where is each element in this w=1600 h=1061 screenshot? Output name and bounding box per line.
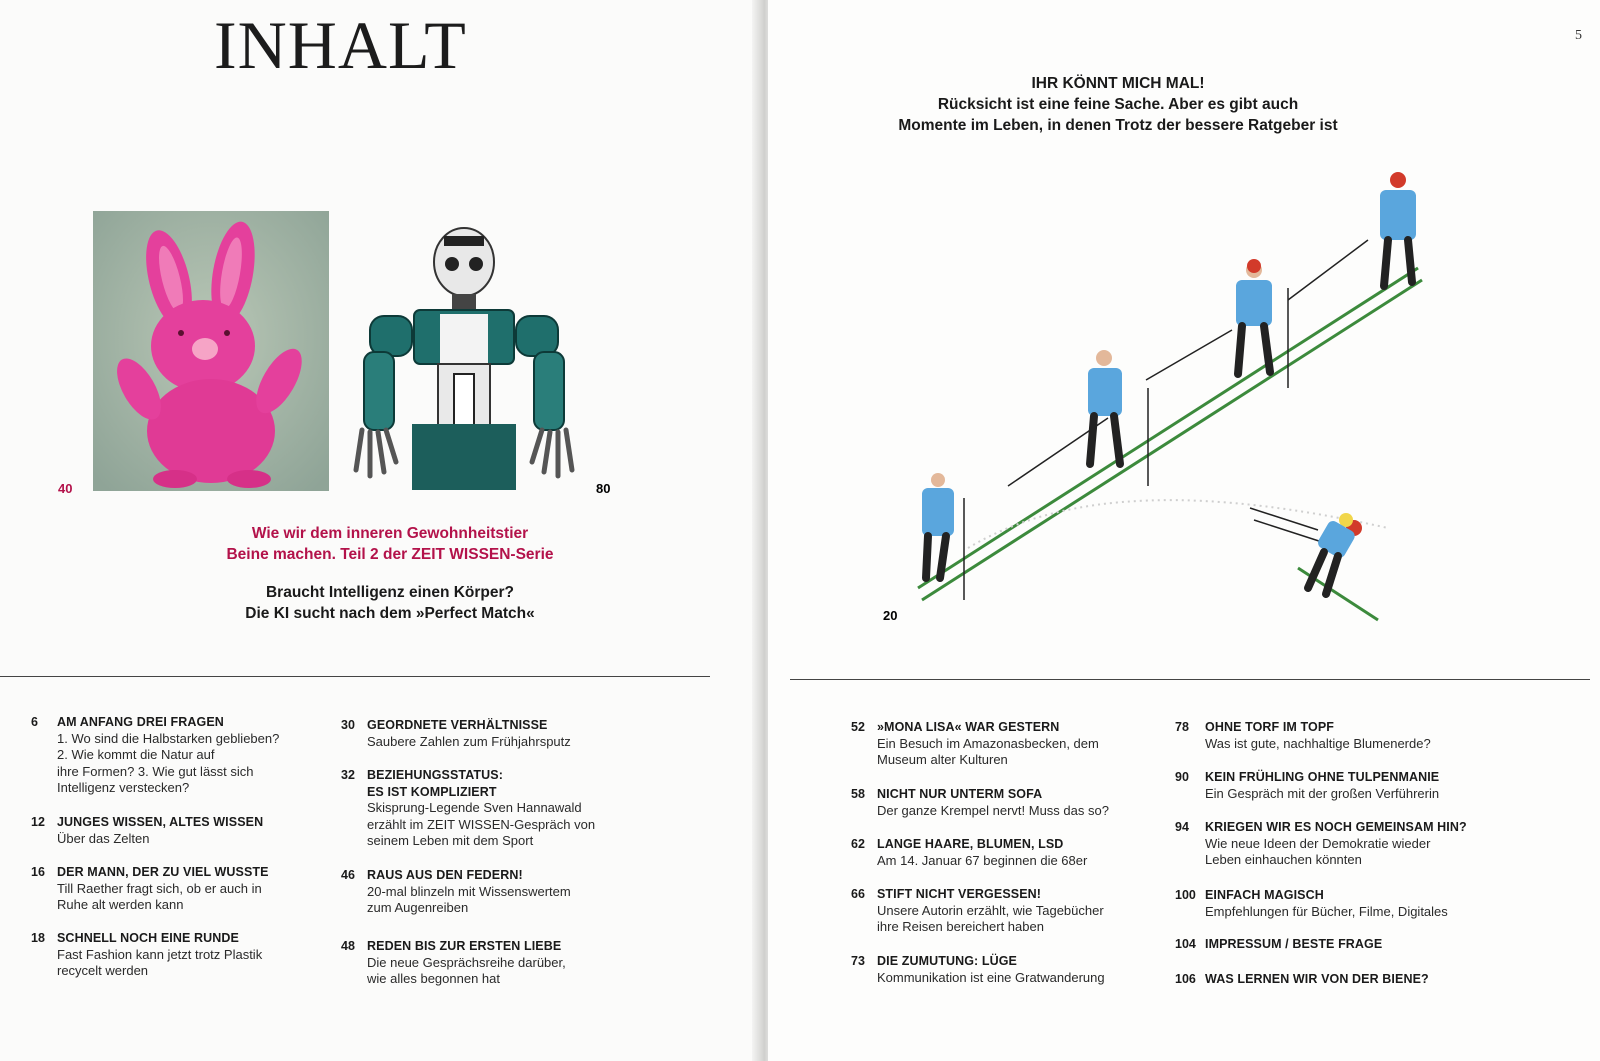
toc-page-number: 46 (341, 868, 355, 882)
toc-title: IMPRESSUM / BESTE FRAGE (1205, 937, 1383, 951)
toc-title: EINFACH MAGISCH (1205, 888, 1324, 902)
toc-description: Die neue Gesprächsreihe darüber, wie alles begonnen hat (367, 954, 566, 986)
divider (790, 679, 1590, 680)
toc-entry[interactable] (1175, 971, 1505, 988)
toc-entry[interactable] (1175, 719, 1505, 752)
toc-title: GEORDNETE VERHÄLTNISSE (367, 718, 548, 732)
toc-entry[interactable] (1175, 936, 1505, 953)
toc-description: Ein Besuch im Amazonasbecken, dem Museum alter Kulturen (877, 735, 1099, 767)
pink-bunny-image (93, 211, 329, 491)
toc-title: WAS LERNEN WIR VON DER BIENE? (1205, 972, 1429, 986)
toc-entry[interactable] (851, 886, 1151, 936)
toc-title: SCHNELL NOCH EINE RUNDE (57, 931, 239, 945)
toc-entry[interactable] (1175, 819, 1505, 869)
toc-title: NICHT NUR UNTERM SOFA (877, 787, 1043, 801)
toc-entry[interactable] (31, 864, 331, 914)
toc-page-number: 62 (851, 837, 865, 851)
toc-entry[interactable] (31, 714, 331, 797)
toc-entry[interactable] (1175, 769, 1505, 802)
image-number-robot: 80 (596, 481, 611, 496)
toc-title: REDEN BIS ZUR ERSTEN LIEBE (367, 939, 562, 953)
toc-title: LANGE HAARE, BLUMEN, LSD (877, 837, 1064, 851)
toc-page-number: 78 (1175, 720, 1189, 734)
toc-title: OHNE TORF IM TOPF (1205, 720, 1335, 734)
toc-description: Der ganze Krempel nervt! Muss das so? (877, 802, 1109, 818)
toc-page-number: 106 (1175, 972, 1196, 986)
toc-title: AM ANFANG DREI FRAGEN (57, 715, 224, 729)
toc-page-number: 6 (31, 715, 38, 729)
toc-entry[interactable] (341, 717, 641, 750)
toc-page-number: 16 (31, 865, 45, 879)
toc-entry[interactable] (851, 836, 1151, 869)
toc-description: Was ist gute, nachhaltige Blumenerde? (1205, 735, 1431, 751)
toc-title: RAUS AUS DEN FEDERN! (367, 868, 523, 882)
toc-entry[interactable] (851, 953, 1151, 986)
robot-image (352, 224, 577, 494)
toc-page-number: 30 (341, 718, 355, 732)
left-page (0, 0, 760, 1061)
toc-page-number: 48 (341, 939, 355, 953)
toc-entry[interactable] (851, 719, 1151, 769)
toc-entry[interactable] (31, 814, 331, 847)
feature-subline: Rücksicht ist eine feine Sache. Aber es gibt auch Momente im Leben, in denen Trotz der bessere Ratgeber ist (898, 96, 1338, 134)
toc-title: JUNGES WISSEN, ALTES WISSEN (57, 815, 264, 829)
toc-entry[interactable] (341, 867, 641, 917)
image-number-skiers: 20 (883, 608, 898, 623)
page-number: 5 (1575, 28, 1582, 43)
toc-title: »MONA LISA« WAR GESTERN (877, 720, 1060, 734)
caption-habit: Wie wir dem inneren Gewohnheitstier Beine machen. Teil 2 der ZEIT WISSEN-Serie (226, 525, 554, 563)
toc-title: DER MANN, DER ZU VIEL WUSSTE (57, 865, 269, 879)
toc-description: 1. Wo sind die Halbstarken geblieben? 2. Wie kommt die Natur auf ihre Formen? 3. Wie gut lässt sich Intelligenz verstecken? (57, 730, 280, 795)
toc-entry[interactable] (31, 930, 331, 980)
toc-entry[interactable] (341, 938, 641, 988)
toc-entry[interactable] (851, 786, 1151, 819)
caption-ai: Braucht Intelligenz einen Körper? Die KI sucht nach dem »Perfect Match« (245, 584, 535, 622)
toc-page-number: 66 (851, 887, 865, 901)
toc-description: Wie neue Ideen der Demokratie wieder Leben einhauchen könnten (1205, 835, 1431, 867)
toc-description: Skisprung-Legende Sven Hannawald erzählt im ZEIT WISSEN-Gespräch von seinem Leben mit dem Sport (367, 800, 596, 848)
toc-title: KEIN FRÜHLING OHNE TULPENMANIE (1205, 770, 1440, 784)
right-page (768, 0, 1600, 1061)
toc-description: Fast Fashion kann jetzt trotz Plastik recycelt werden (57, 946, 263, 978)
toc-description: Über das Zelten (57, 830, 150, 846)
toc-page-number: 12 (31, 815, 45, 829)
toc-title: DIE ZUMUTUNG: LÜGE (877, 954, 1017, 968)
toc-entry[interactable] (1175, 887, 1505, 920)
toc-description: Empfehlungen für Bücher, Filme, Digitales (1205, 903, 1448, 919)
toc-description: Am 14. Januar 67 beginnen die 68er (877, 852, 1088, 868)
toc-page-number: 104 (1175, 937, 1196, 951)
feature-headline: IHR KÖNNT MICH MAL! (1031, 75, 1205, 92)
toc-title: STIFT NICHT VERGESSEN! (877, 887, 1042, 901)
toc-description: 20-mal blinzeln mit Wissenswertem zum Augenreiben (367, 883, 571, 915)
toc-description: Kommunikation ist eine Gratwanderung (877, 969, 1105, 985)
toc-page-number: 58 (851, 787, 865, 801)
toc-title: KRIEGEN WIR ES NOCH GEMEINSAM HIN? (1205, 820, 1467, 834)
toc-page-number: 90 (1175, 770, 1189, 784)
divider (0, 676, 710, 677)
toc-description: Till Raether fragt sich, ob er auch in Ruhe alt werden kann (57, 880, 262, 912)
skiers-illustration (908, 168, 1428, 628)
toc-page-number: 94 (1175, 820, 1189, 834)
toc-page-number: 18 (31, 931, 45, 945)
toc-title: BEZIEHUNGSSTATUS: ES IST KOMPLIZIERT (367, 768, 503, 799)
image-number-bunny: 40 (58, 481, 73, 496)
toc-page-number: 52 (851, 720, 865, 734)
page-heading: INHALT (214, 7, 467, 83)
toc-description: Ein Gespräch mit der großen Verführerin (1205, 785, 1440, 801)
toc-page-number: 100 (1175, 888, 1196, 902)
toc-page-number: 73 (851, 954, 865, 968)
toc-entry[interactable] (341, 767, 641, 850)
toc-page-number: 32 (341, 768, 355, 782)
toc-description: Unsere Autorin erzählt, wie Tagebücher ihre Reisen bereichert haben (877, 902, 1104, 934)
toc-description: Saubere Zahlen zum Frühjahrsputz (367, 733, 571, 749)
